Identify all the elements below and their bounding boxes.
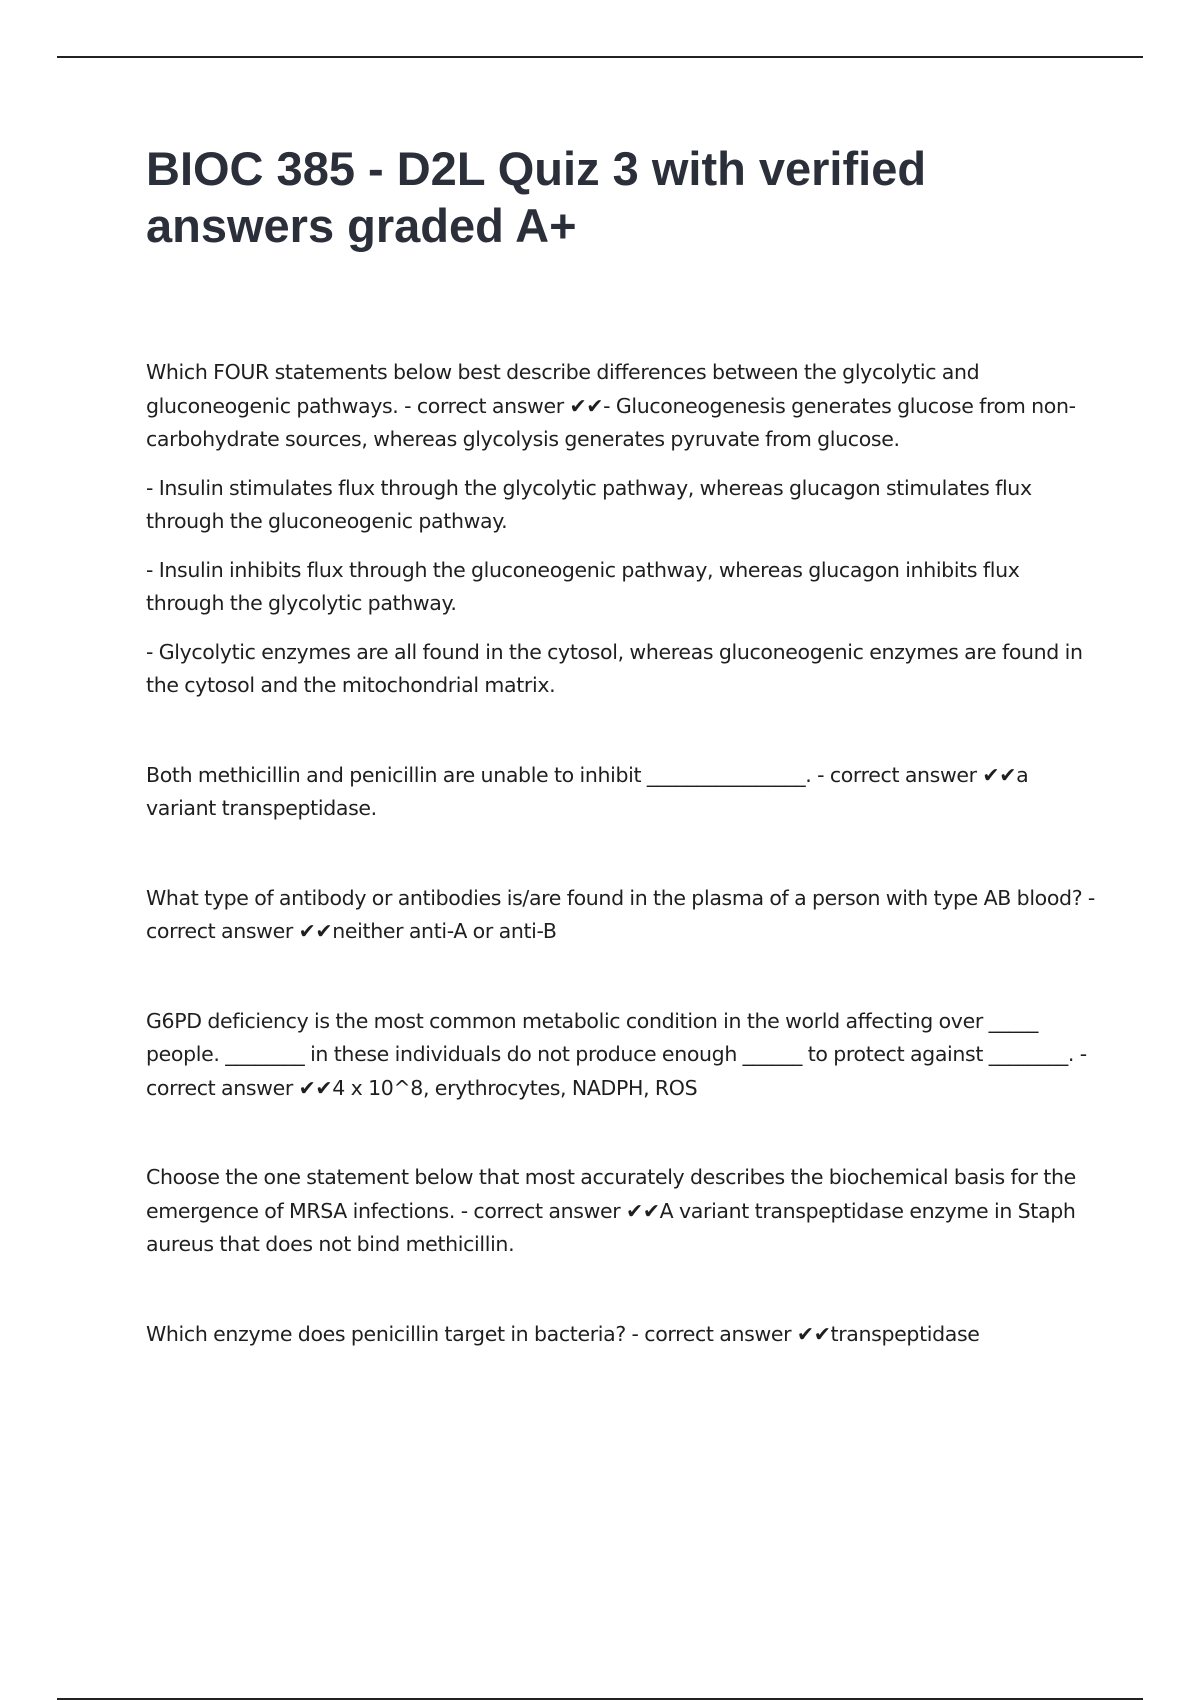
qa-question-text: Both methicillin and penicillin are unable to inhibit ________________. - correct answer ✔✔a variant transpeptidase. <box>146 762 1029 820</box>
document-title: BIOC 385 - D2L Quiz 3 with verified answers graded A+ <box>146 142 927 252</box>
qa-item <box>146 882 1096 949</box>
qa-list <box>146 356 1096 1351</box>
qa-question-text: G6PD deficiency is the most common metabolic condition in the world affecting over _____ people. ________ in these individuals do not produce enough ______ to protect against ________. - correct answer ✔✔4 x 10^8, erythrocytes, NADPH, ROS <box>146 1008 1087 1100</box>
qa-item <box>146 759 1096 826</box>
qa-question-text: Which enzyme does penicillin target in bacteria? - correct answer ✔✔transpeptidase <box>146 1321 980 1346</box>
qa-item <box>146 1005 1096 1106</box>
qa-item <box>146 356 1096 703</box>
qa-answer-text: - Insulin stimulates flux through the glycolytic pathway, whereas glucagon stimulates flux through the gluconeogenic pathway. <box>146 475 1032 533</box>
qa-item <box>146 1161 1096 1262</box>
header-rule <box>57 56 1143 58</box>
qa-question-text: What type of antibody or antibodies is/are found in the plasma of a person with type AB blood? - correct answer ✔✔neither anti-A or anti-B <box>146 885 1095 943</box>
qa-answer-text: - Insulin inhibits flux through the gluconeogenic pathway, whereas glucagon inhibits flux through the glycolytic pathway. <box>146 557 1020 615</box>
document-body <box>146 140 1096 1407</box>
qa-item <box>146 1318 1096 1352</box>
qa-answer-text: - Glycolytic enzymes are all found in the cytosol, whereas gluconeogenic enzymes are found in the cytosol and the mitochondrial matrix. <box>146 639 1083 697</box>
qa-question-text: Choose the one statement below that most accurately describes the biochemical basis for the emergence of MRSA infections. - correct answer ✔✔A variant transpeptidase enzyme in Staph aureus that does not bind methicillin. <box>146 1165 1076 1256</box>
qa-question-text: Which FOUR statements below best describe differences between the glycolytic and gluconeogenic pathways. - correct answer ✔✔- Gluconeogenesis generates glucose from non-carbohydrate sources, whereas glycolysis generates pyruvate from glucose. <box>146 360 1076 451</box>
